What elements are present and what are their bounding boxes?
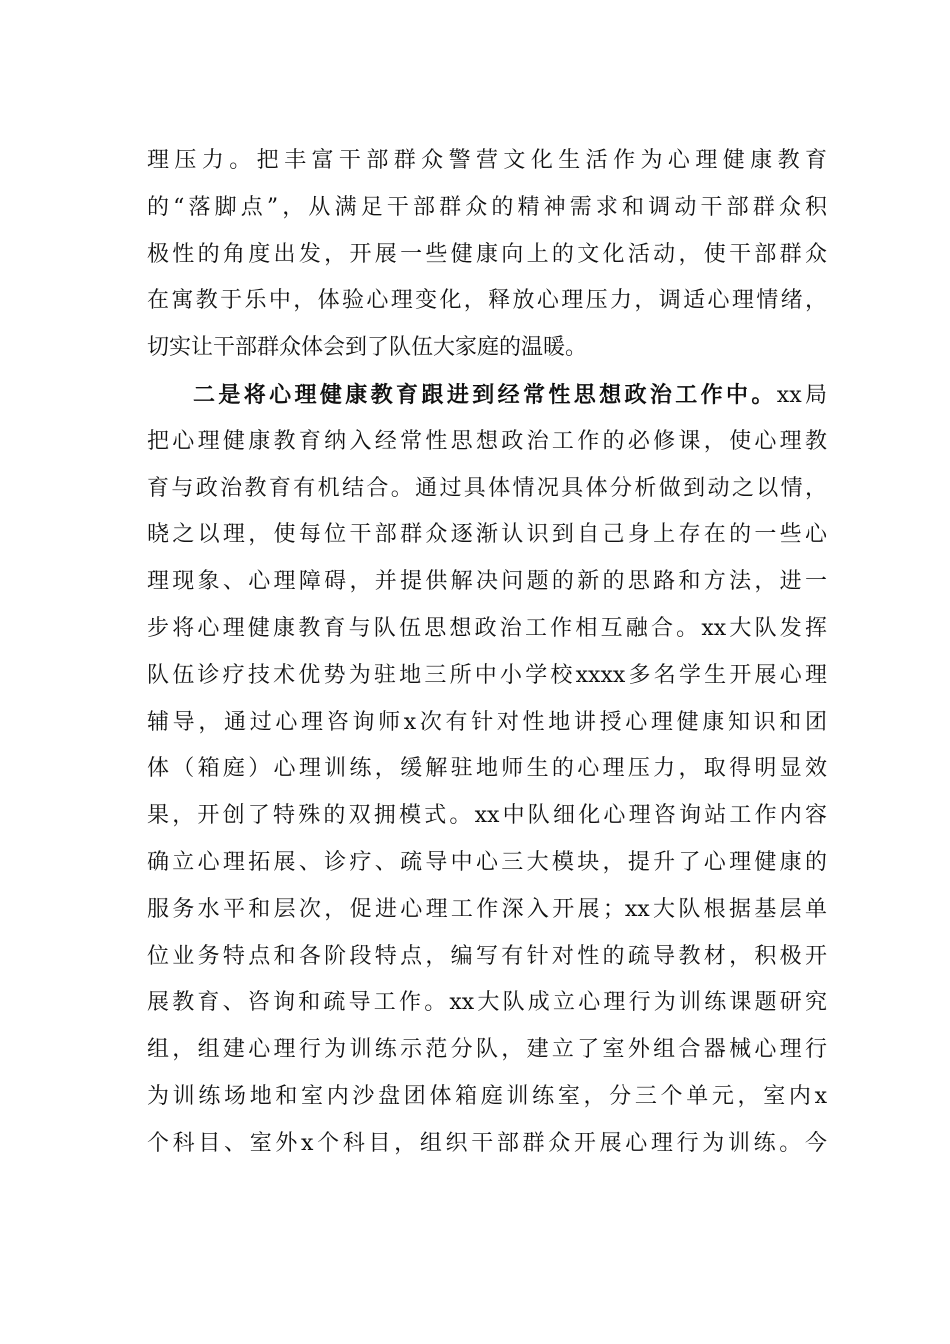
paragraph-2-first-line	[147, 372, 827, 419]
paragraph-1	[147, 138, 827, 372]
text-line: 为训练场地和室内沙盘团体箱庭训练室，分三个单元，室内x	[147, 1083, 827, 1109]
text-line: 展教育、咨询和疏导工作。xx大队成立心理行为训练课题研究	[147, 990, 827, 1016]
text-line: 体（箱庭）心理训练，缓解驻地师生的心理压力，取得明显效	[147, 756, 827, 782]
text-line: 理现象、心理障碍，并提供解决问题的新的思路和方法，进一	[147, 569, 827, 595]
text-line: 队伍诊疗技术优势为驻地三所中小学校xxxx多名学生开展心理	[147, 662, 827, 688]
text-line: 位业务特点和各阶段特点，编写有针对性的疏导教材，积极开	[147, 943, 827, 969]
text-line: 果，开创了特殊的双拥模式。xx中队细化心理咨询站工作内容	[147, 803, 827, 829]
text-line: 把心理健康教育纳入经常性思想政治工作的必修课，使心理教	[147, 428, 827, 454]
text-line: 理压力。把丰富干部群众警营文化生活作为心理健康教育	[147, 148, 827, 173]
text-line: 切实让干部群众体会到了队伍大家庭的温暖。	[147, 335, 588, 361]
text-line: 服务水平和层次，促进心理工作深入开展；xx大队根据基层单	[147, 896, 827, 922]
paragraph-2	[147, 372, 827, 1168]
text-line: 辅导，通过心理咨询师x次有针对性地讲授心理健康知识和团	[147, 709, 827, 735]
paragraph-heading: 二是将心理健康教育跟进到经常性思想政治工作中。	[193, 382, 777, 408]
text-line: 的“落脚点”，从满足干部群众的精神需求和调动干部群众积	[147, 194, 827, 220]
text-line: 在寓教于乐中，体验心理变化，释放心理压力，调适心理情绪，	[147, 288, 827, 314]
text-line: 步将心理健康教育与队伍思想政治工作相互融合。xx大队发挥	[147, 615, 827, 641]
text-line: 极性的角度出发，开展一些健康向上的文化活动，使干部群众	[147, 241, 827, 267]
text-line: 个科目、室外x个科目，组织干部群众开展心理行为训练。今	[147, 1130, 827, 1156]
text-run: xx局	[776, 383, 827, 408]
text-line: 晓之以理，使每位干部群众逐渐认识到自己身上存在的一些心	[147, 522, 827, 548]
text-line: 确立心理拓展、诊疗、疏导中心三大模块，提升了心理健康的	[147, 849, 827, 875]
text-line: 组，组建心理行为训练示范分队，建立了室外组合器械心理行	[147, 1037, 827, 1063]
text-line: 育与政治教育有机结合。通过具体情况具体分析做到动之以情，	[147, 475, 827, 501]
